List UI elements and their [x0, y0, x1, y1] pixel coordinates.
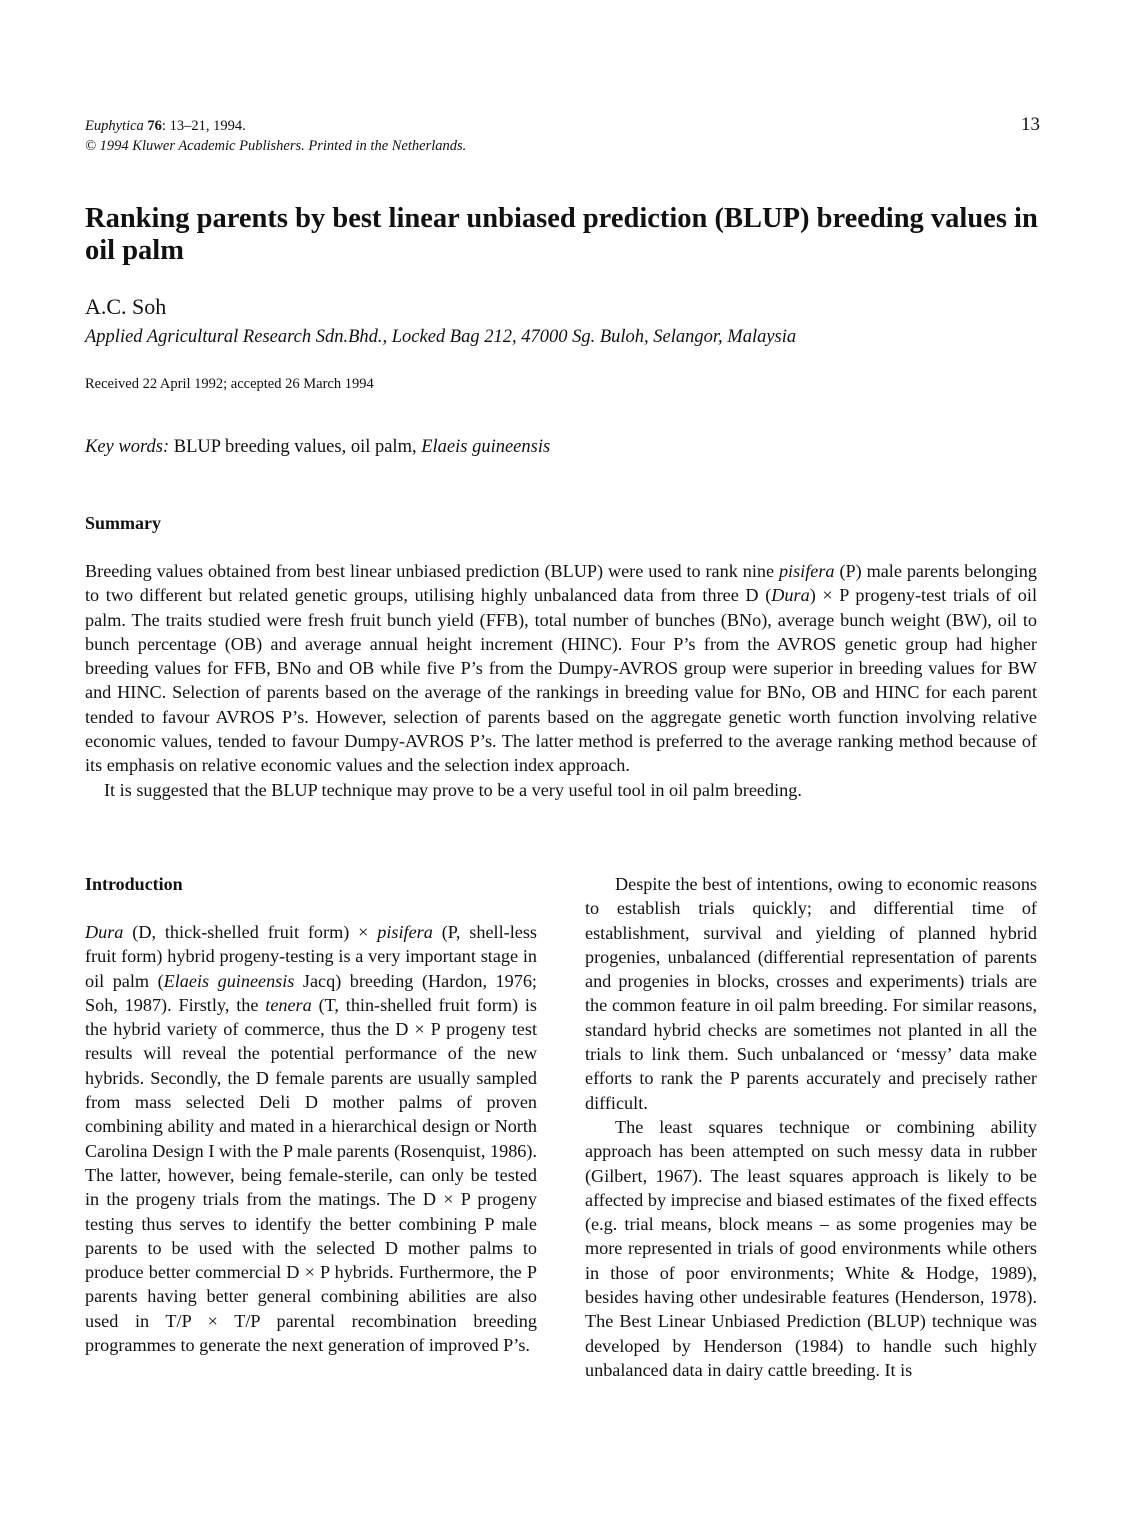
journal-citation	[85, 116, 1045, 136]
intro-text: (T, thin-shelled fruit form) is the hybrid variety of commerce, thus the D × P progeny test results will reveal the potential performance of the new hybrids. Secondly, the D female parents are usually sampled from mass selected Deli D mother palms of proven combining ability and mated in a hierarchical design or North Carolina Design I with the P male parents (Rosenquist, 1986). The latter, however, being female-sterile, can only be tested in the progeny trials from the matings. The D × P progeny testing thus serves to identify the better combining P male parents to be used with the selected D mother palms to produce better commercial D × P hybrids. Furthermore, the P parents having better general combining abilities are also used in T/P × T/P parental recombination breeding programmes to generate the next generation of improved P’s.	[85, 994, 537, 1356]
intro-italic-term: pisifera	[377, 922, 433, 942]
introduction-paragraph-2: Despite the best of intentions, owing to economic reasons to establish trials quickly; and differential time of establishment, survival and yielding of planned hybrid progenies, unbalanced (differential representation of parents and progenies in blocks, crosses and experiments) trials are the common feature in oil palm breeding. For similar reasons, standard hybrid checks are sometimes not planted in all the trials to link them. Such unbalanced or ‘messy’ data make efforts to rank the P parents accurately and precisely rather difficult.	[585, 874, 1037, 1113]
article-title: Ranking parents by best linear unbiased prediction (BLUP) breeding values in oil palm	[85, 203, 1038, 266]
summary-paragraph-2: It is suggested that the BLUP technique may prove to be a very useful tool in oil palm breeding.	[104, 779, 802, 800]
received-dates: Received 22 April 1992; accepted 26 March 1994	[85, 376, 374, 392]
keywords-list: BLUP breeding values, oil palm,	[169, 437, 422, 457]
summary-paragraph-1	[85, 559, 1037, 778]
keywords-species: Elaeis guineensis	[421, 437, 551, 457]
summary-heading: Summary	[85, 513, 161, 533]
summary-text: ) × P progeny-test trials of oil palm. The traits studied were fresh fruit bunch yield (FFB), total number of bunches (BNo), average bunch weight (BW), oil to bunch percentage (OB) and average annual height increment (HINC). Four P’s from the AVROS genetic group had higher breeding values for FFB, BNo and OB while five P’s from the Dumpy-AVROS group were superior in breeding values for BW and HINC. Selection of parents based on the average of the rankings in breeding value for BNo, OB and HINC for each parent tended to favour AVROS P’s. However, selection of parents based on the aggregate genetic worth function involving relative economic values, tended to favour Dumpy-AVROS P’s. The latter method is preferred to the average ranking method because of its emphasis on relative economic values and the selection index approach.	[85, 585, 1038, 776]
running-header	[85, 116, 1045, 156]
right-column	[585, 872, 1037, 1382]
introduction-heading: Introduction	[85, 874, 183, 894]
keywords	[85, 435, 550, 459]
summary-text: (P) male parents belonging to two different but related genetic groups, utilising highly unbalanced data from three D (	[85, 561, 1037, 606]
introduction-paragraph-1	[85, 920, 537, 1357]
summary-italic-term: Dura	[771, 585, 810, 606]
journal-volume: 76	[147, 118, 162, 134]
keywords-label: Key words:	[85, 437, 170, 457]
summary-body	[85, 559, 1037, 802]
journal-pages-year: : 13–21, 1994.	[161, 118, 246, 134]
page-number: 13	[1021, 114, 1040, 135]
intro-italic-term: Dura	[85, 922, 124, 942]
intro-text: (D, thick-shelled fruit form) ×	[123, 922, 378, 942]
journal-name: Euphytica	[85, 118, 144, 134]
intro-text: Jacq) breeding (Hardon, 1976; Soh, 1987). Firstly, the	[85, 970, 537, 1015]
copyright-line: © 1994 Kluwer Academic Publishers. Printed in the Netherlands.	[85, 138, 467, 154]
intro-italic-term: Elaeis guineensis	[163, 970, 295, 991]
intro-text: (P, shell-less fruit form) hybrid progeny-testing is a very important stage in oil palm (	[85, 922, 537, 991]
summary-italic-term: pisifera	[778, 561, 835, 581]
author-affiliation: Applied Agricultural Research Sdn.Bhd., Locked Bag 212, 47000 Sg. Buloh, Selangor, Malaysia	[85, 327, 797, 347]
left-column	[85, 872, 537, 1357]
summary-text: Breeding values obtained from best linear unbiased prediction (BLUP) were used to rank nine	[85, 561, 779, 581]
author-name: A.C. Soh	[85, 294, 167, 319]
intro-italic-term: tenera	[265, 994, 312, 1015]
introduction-paragraph-3: The least squares technique or combining ability approach has been attempted on such messy data in rubber (Gilbert, 1967). The least squares approach is likely to be affected by imprecise and biased estimates of the fixed effects (e.g. trial means, block means – as some progenies may be more represented in trials of good environments while others in those of poor environments; White & Hodge, 1989), besides having other undesirable features (Henderson, 1978). The Best Linear Unbiased Prediction (BLUP) technique was developed by Henderson (1984) to handle such highly unbalanced data in dairy cattle breeding. It is	[585, 1116, 1037, 1380]
